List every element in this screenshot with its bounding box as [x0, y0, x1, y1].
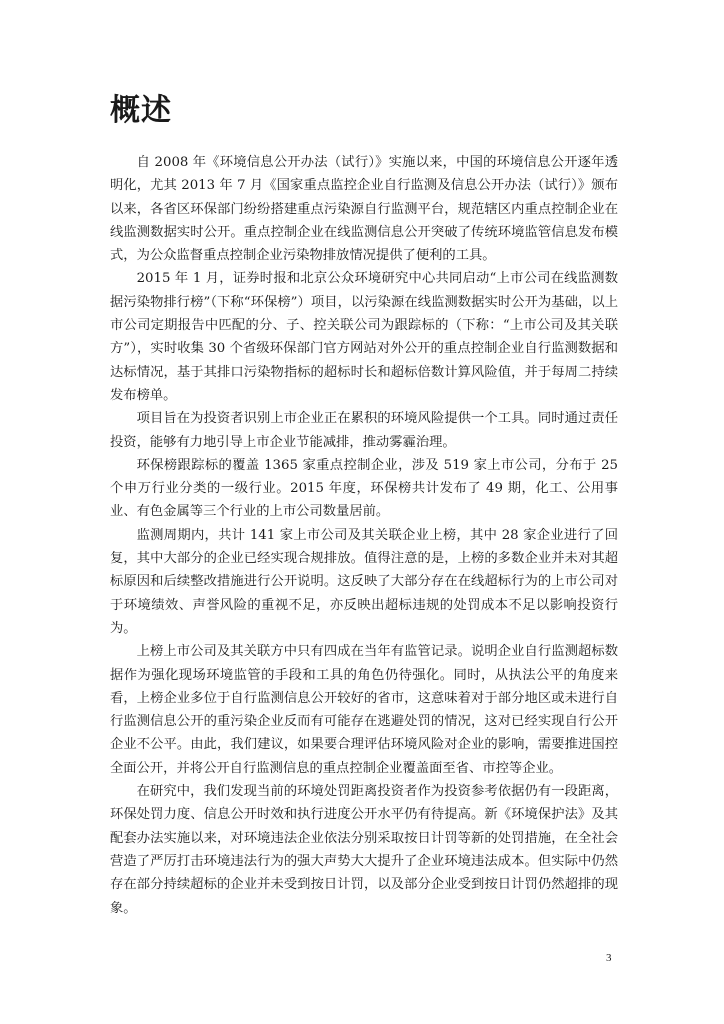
page-number: 3	[606, 952, 612, 964]
paragraph-2: 2015 年 1 月，证券时报和北京公众环境研究中心共同启动“上市公司在线监测数据污染物排行榜”（下称“环保榜”）项目，以污染源在线监测数据实时公开为基础，以上市公司定期报告中匹配的分、子、控关联公司为跟踪标的（下称：“上市公司及其关联方”），实时收集 30 个省级环保部门官方网站对外公开的重点控制企业自行监测数据和达标情况，基于其排口污染物指标的超标时长和超标倍数计算风险值，并于每周二持续发布榜单。	[110, 271, 618, 403]
paragraph-5: 监测周期内，共计 141 家上市公司及其关联企业上榜，其中 28 家企业进行了回复，其中大部分的企业已经实现合规排放。值得注意的是，上榜的多数企业并未对其超标原因和后续整改措施进行公开说明。这反映了大部分存在在线超标行为的上市公司对于环境绩效、声誉风险的重视不足，亦反映出超标违规的处罚成本不足以影响投资行为。	[110, 527, 618, 636]
paragraph-6: 上榜上市公司及其关联方中只有四成在当年有监管记录。说明企业自行监测超标数据作为强化现场环境监管的手段和工具的角色仍待强化。同时，从执法公平的角度来看，上榜企业多位于自行监测信息公开较好的省市，这意味着对于部分地区或未进行自行监测信息公开的重污染企业反而有可能存在逃避处罚的情况，这对已经实现自行公开企业不公平。由此，我们建议，如果要合理评估环境风险对企业的影响，需要推进国控全面公开，并将公开自行监测信息的重点控制企业覆盖面至省、市控等企业。	[110, 644, 618, 776]
paragraph-4: 环保榜跟踪标的覆盖 1365 家重点控制企业，涉及 519 家上市公司，分布于 25 个申万行业分类的一级行业。2015 年度，环保榜共计发布了 49 期，化工、公用事业、有色金属等三个行业的上市公司数量居前。	[110, 457, 618, 520]
paragraph-3: 项目旨在为投资者识别上市企业正在累积的环境风险提供一个工具。同时通过责任投资，能够有力地引导上市企业节能减排，推动雾霾治理。	[110, 411, 618, 450]
paragraph-7: 在研究中，我们发现当前的环境处罚距离投资者作为投资参考依据仍有一段距离，环保处罚力度、信息公开时效和执行进度公开水平仍有待提高。新《环境保护法》及其配套办法实施以来，对环境违法企业依法分别采取按日计罚等新的处罚措施，在全社会营造了严厉打击环境违法行为的强大声势大大提升了企业环境违法成本。但实际中仍然存在部分持续超标的企业并未受到按日计罚，以及部分企业受到按日计罚仍然超排的现象。	[110, 784, 618, 916]
section-title: 概述	[110, 93, 172, 128]
body-text	[110, 151, 618, 920]
paragraph-1: 自 2008 年《环境信息公开办法（试行）》实施以来，中国的环境信息公开逐年透明化，尤其 2013 年 7 月《国家重点监控企业自行监测及信息公开办法（试行）》颁布以来，各省区环保部门纷纷搭建重点污染源自行监测平台，规范辖区内重点控制企业在线监测数据实时公开。重点控制企业在线监测信息公开突破了传统环境监管信息发布模式，为公众监督重点控制企业污染物排放情况提供了便利的工具。	[110, 155, 618, 264]
